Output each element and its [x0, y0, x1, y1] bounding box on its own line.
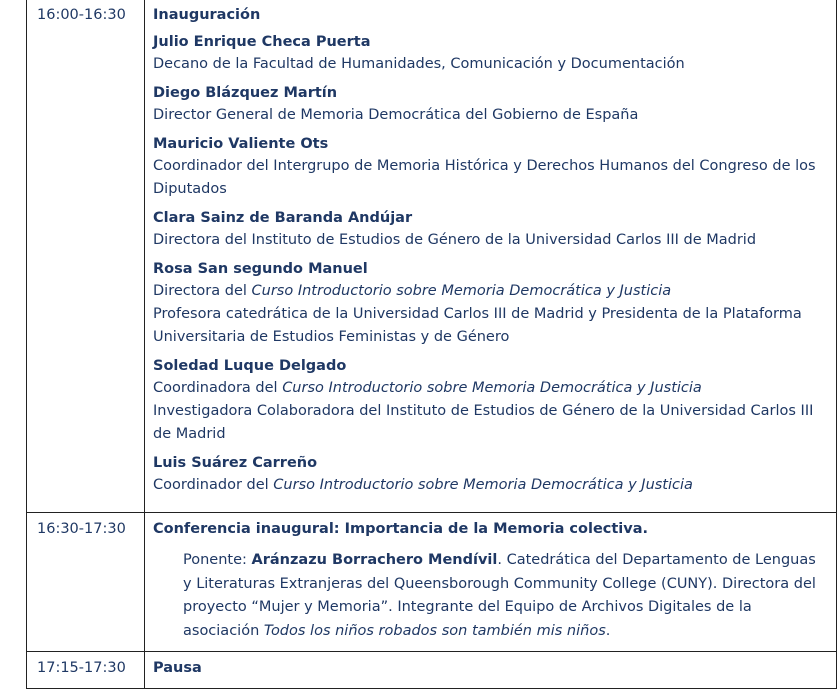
content-cell	[145, 513, 837, 652]
course-title: Curso Introductorio sobre Memoria Democrática y Justicia	[251, 283, 672, 299]
speaker-entry	[153, 355, 828, 446]
speaker-name: Rosa San segundo Manuel	[153, 261, 368, 277]
time-slot: 16:00-16:30	[37, 7, 126, 23]
ponente-description: . Catedrática del Departamento de Lenguas y Literaturas Extranjeras del Queensborough Community College (CUNY). Directora del proyecto “Mujer y Memoria”. Integrante del Equipo de Archivos Digitales de la asociación	[183, 552, 816, 639]
course-title: Curso Introductorio sobre Memoria Democrática y Justicia	[282, 380, 702, 396]
speaker-role	[153, 229, 828, 252]
schedule-row-conferencia	[27, 513, 837, 652]
speaker-name: Mauricio Valiente Ots	[153, 136, 329, 152]
role-text: Coordinador del Intergrupo de Memoria Histórica y Derechos Humanos del Congreso de los Diputados	[153, 158, 816, 197]
association-name: Todos los niños robados son también mis niños	[263, 622, 606, 639]
speaker-role	[153, 104, 828, 127]
content-cell	[145, 652, 837, 689]
speaker-role	[153, 155, 828, 201]
time-cell	[27, 0, 145, 513]
ponente-end: .	[605, 622, 611, 639]
role-text: Directora del Instituto de Estudios de Género de la Universidad Carlos III de Madrid	[153, 232, 757, 248]
ponente-paragraph	[153, 549, 828, 643]
time-slot: 16:30-17:30	[37, 521, 126, 537]
ponente-label: Ponente:	[183, 552, 252, 568]
speaker-entry	[153, 207, 828, 252]
speaker-entry	[153, 133, 828, 201]
schedule-row-pausa	[27, 652, 837, 689]
role-text: Investigadora Colaboradora del Instituto de Estudios de Género de la Universidad Carlos III de Madrid	[153, 403, 814, 442]
speaker-name: Soledad Luque Delgado	[153, 358, 347, 374]
speaker-name: Diego Blázquez Martín	[153, 85, 338, 101]
session-title: Pausa	[153, 660, 202, 676]
speaker-entry	[153, 452, 828, 497]
role-text: Directora del	[153, 283, 252, 299]
session-title: Inauguración	[153, 7, 261, 23]
time-cell	[27, 513, 145, 652]
speaker-entry	[153, 258, 828, 349]
role-text: Director General de Memoria Democrática del Gobierno de España	[153, 107, 639, 123]
schedule-table	[26, 0, 837, 689]
ponente-name: Aránzazu Borrachero Mendívil	[251, 552, 498, 568]
speaker-role	[153, 377, 828, 400]
time-cell	[27, 652, 145, 689]
speaker-role	[153, 400, 828, 446]
speaker-role	[153, 53, 828, 76]
speaker-list	[153, 31, 828, 497]
speaker-role	[153, 303, 828, 349]
speaker-entry	[153, 82, 828, 127]
role-text: Coordinador del	[153, 477, 274, 493]
role-text: Profesora catedrática de la Universidad Carlos III de Madrid y Presidenta de la Plataforma Universitaria de Estudios Feministas y de Género	[153, 306, 802, 345]
speaker-name: Clara Sainz de Baranda Andújar	[153, 210, 413, 226]
speaker-entry	[153, 31, 828, 76]
session-title: Conferencia inaugural: Importancia de la Memoria colectiva.	[153, 521, 649, 537]
course-title: Curso Introductorio sobre Memoria Democrática y Justicia	[273, 477, 693, 493]
schedule-row-inauguracion	[27, 0, 837, 513]
role-text: Coordinadora del	[153, 380, 283, 396]
role-text: Decano de la Facultad de Humanidades, Comunicación y Documentación	[153, 56, 685, 72]
speaker-name: Luis Suárez Carreño	[153, 455, 318, 471]
time-slot: 17:15-17:30	[37, 660, 126, 676]
speaker-role	[153, 474, 828, 497]
content-cell	[145, 0, 837, 513]
speaker-name: Julio Enrique Checa Puerta	[153, 34, 371, 50]
speaker-role	[153, 280, 828, 303]
